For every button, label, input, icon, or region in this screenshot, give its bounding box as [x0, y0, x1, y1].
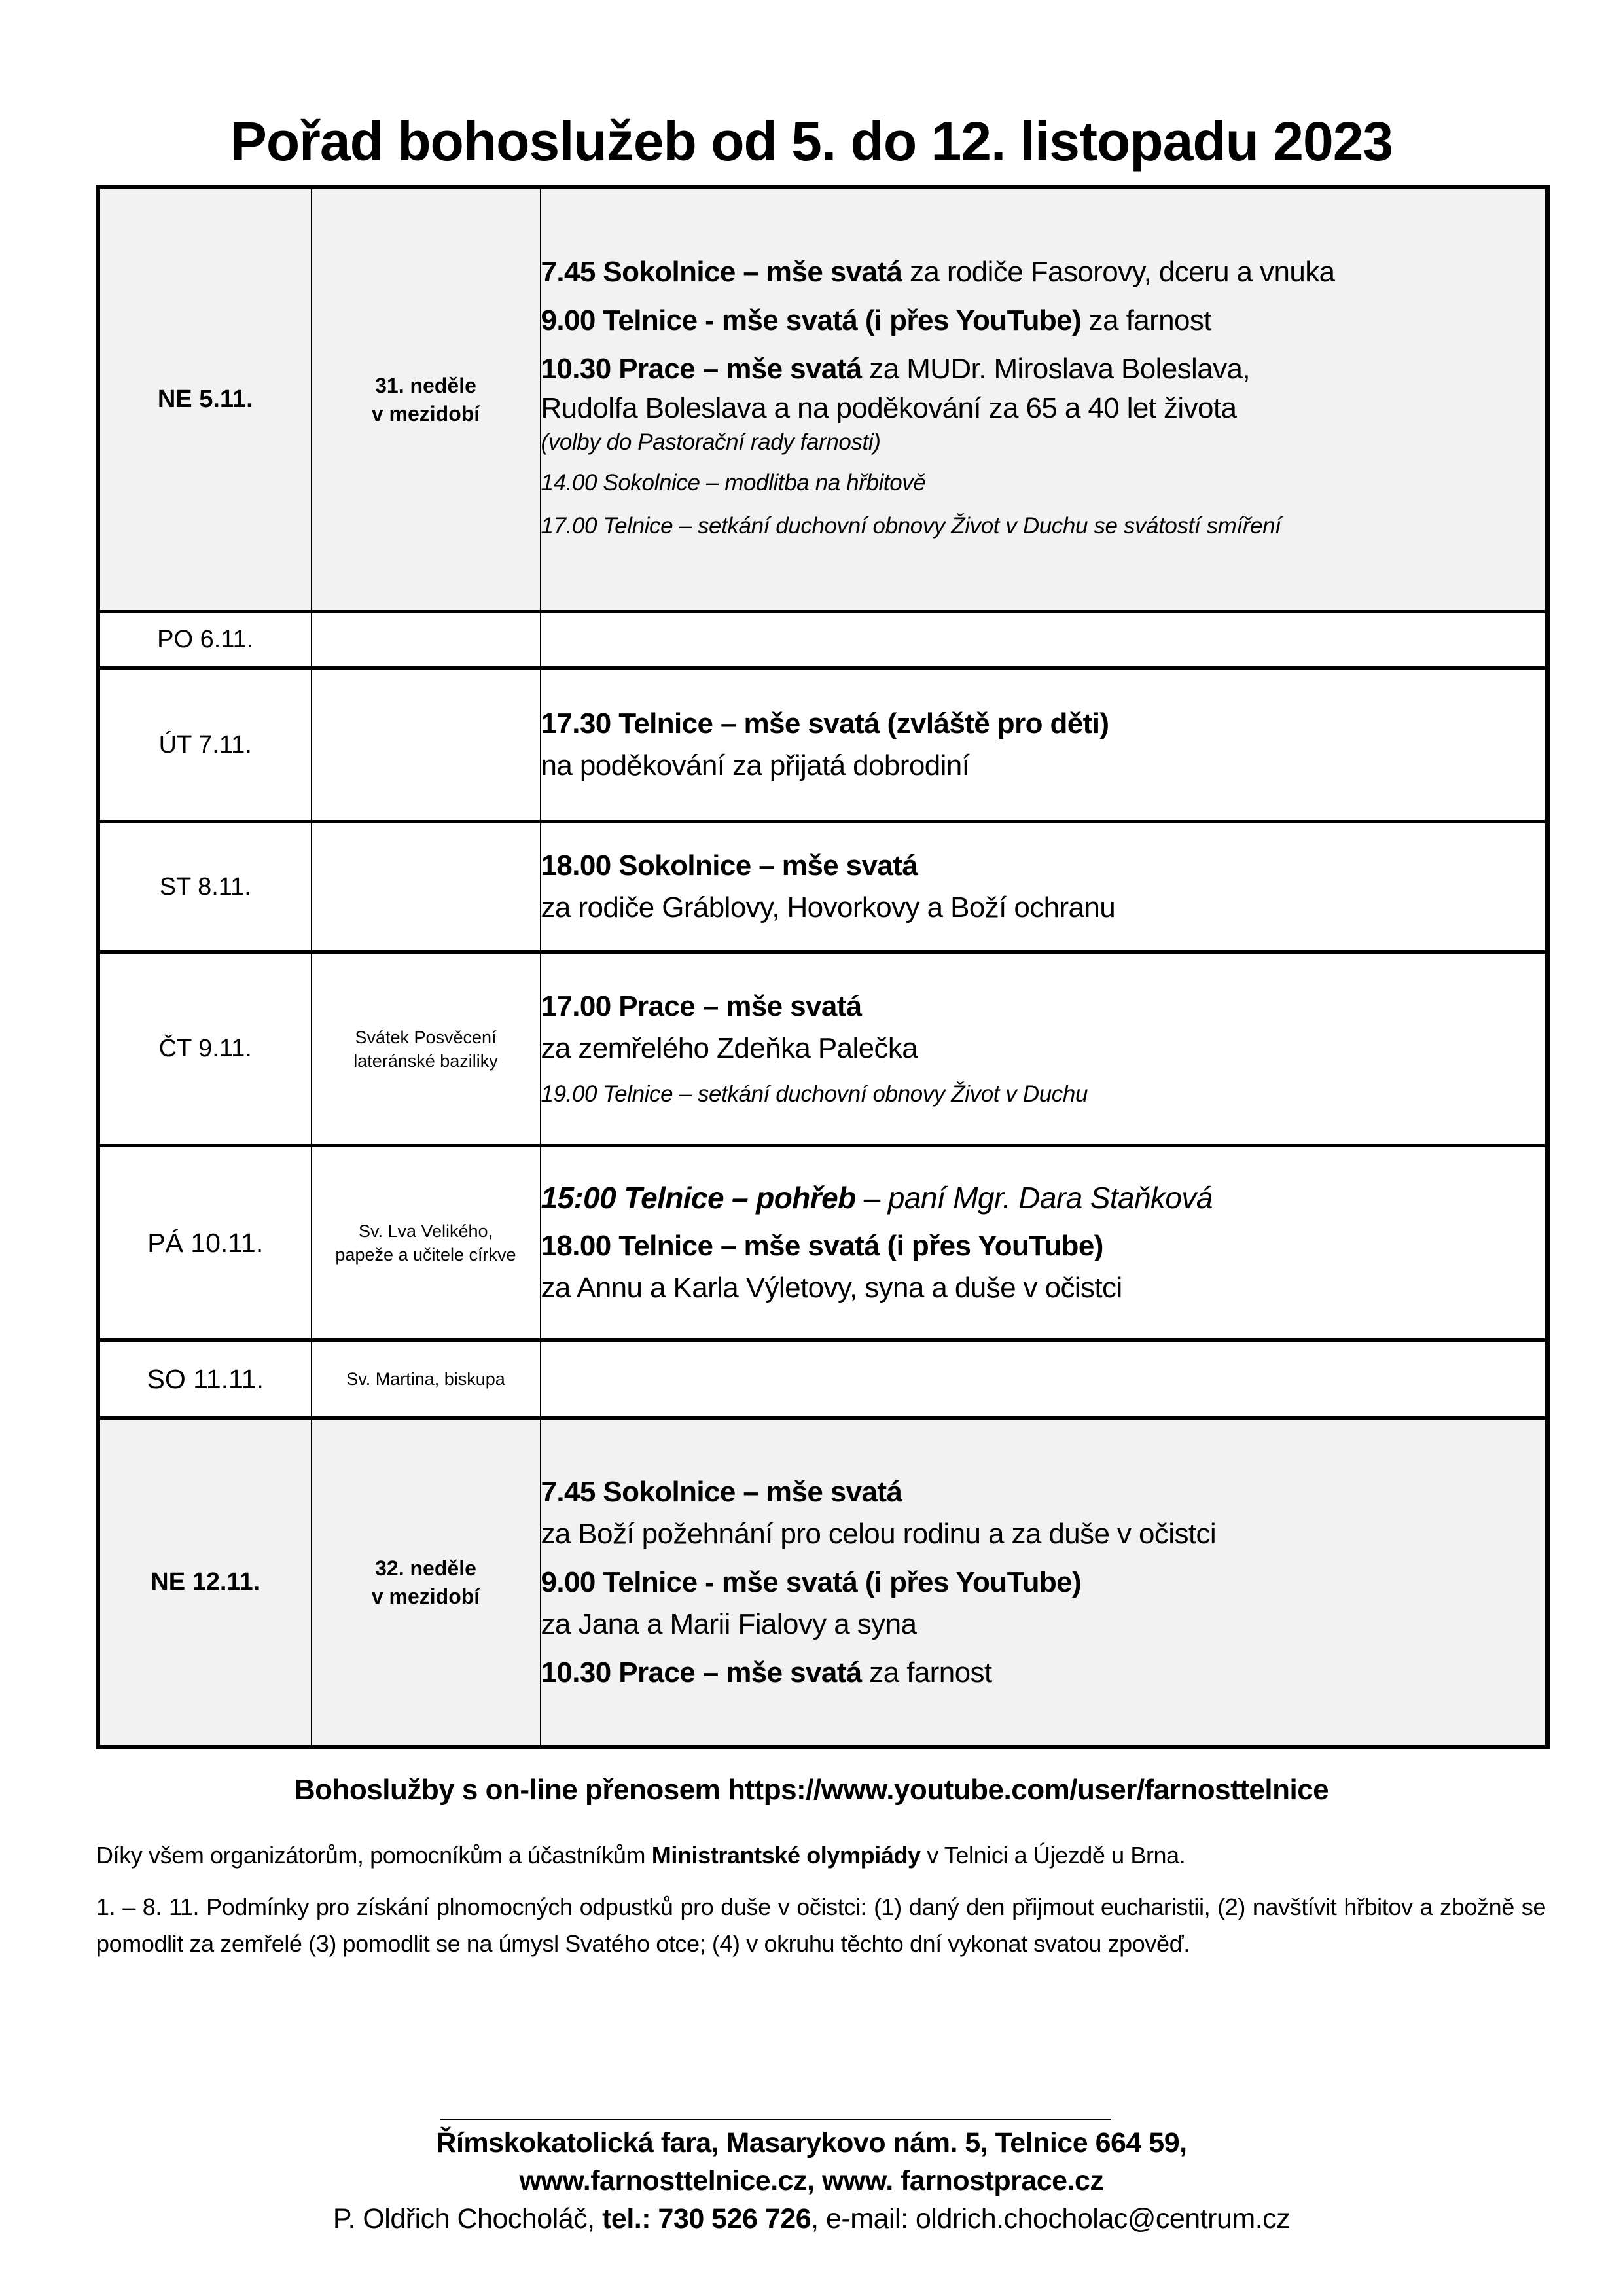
- indulgences-paragraph: 1. – 8. 11. Podmínky pro získání plnomocných odpustků pro duše v očistci: (1) daný den přijmout eucharistii, (2) navštívit hřbitov a zbožně se pomodlit za zemřelé (3) pomodlit se na úmysl Svatého otce; (4) v okruhu těchto dní vykonat svatou zpověď.: [96, 1893, 1546, 1957]
- services-cell: [541, 952, 1548, 1146]
- service-title: 18.00 Sokolnice – mše svatá: [541, 850, 918, 882]
- footer-address: Římskokatolická fara, Masarykovo nám. 5, Telnice 664 59,: [436, 2127, 1187, 2159]
- service-title: 10.30 Prace – mše svatá: [541, 352, 862, 385]
- funeral-title: 15:00 Telnice – pohřeb: [541, 1181, 856, 1215]
- service-intention-line: za rodiče Gráblovy, Hovorkovy a Boží ochranu: [541, 891, 1116, 924]
- event-note: 17.00 Telnice – setkání duchovní obnovy Život v Duchu se svátostí smíření: [541, 512, 1281, 539]
- service-entry: [541, 1225, 1546, 1267]
- feast-line: Sv. Martina, biskupa: [346, 1369, 505, 1389]
- service-title: 18.00 Telnice – mše svatá (i přes YouTube): [541, 1230, 1103, 1262]
- event-note: 14.00 Sokolnice – modlitba na hřbitově: [541, 469, 926, 495]
- service-note: (volby do Pastorační rady farnosti): [541, 429, 881, 455]
- service-intention-line: za Boží požehnání pro celou rodinu a za duše v očistci: [541, 1517, 1217, 1550]
- feast-line: papeže a učitele církve: [335, 1245, 516, 1265]
- footer-priest-line: [0, 2200, 1623, 2238]
- footer-contact: [0, 2124, 1623, 2238]
- service-intention: za farnost: [1081, 304, 1211, 336]
- day-cell: ST 8.11.: [98, 822, 312, 952]
- feast-cell: [312, 1418, 541, 1748]
- thanks-event: Ministrantské olympiády: [651, 1842, 921, 1869]
- footer-priest: P. Oldřich Chocholáč,: [332, 2203, 603, 2234]
- services-cell: [541, 1146, 1548, 1340]
- service-entry: [541, 845, 1546, 887]
- day-cell: ÚT 7.11.: [98, 668, 312, 822]
- thanks-place: v Telnici a Újezdě u Brna.: [920, 1842, 1186, 1869]
- table-row-friday-10-11: [98, 1146, 1548, 1340]
- service-title: 10.30 Prace – mše svatá: [541, 1656, 862, 1689]
- service-intention-line: Rudolfa Boleslava a na poděkování za 65 a 40 let života: [541, 391, 1237, 424]
- feast-line: Sv. Lva Velikého,: [358, 1221, 493, 1241]
- services-cell: [541, 1340, 1548, 1418]
- services-cell: [541, 187, 1548, 612]
- table-row-sunday-5-11: [98, 187, 1548, 612]
- footer-phone: tel.: 730 526 726: [602, 2203, 812, 2234]
- feast-line: 31. neděle: [375, 373, 476, 397]
- service-intention: za farnost: [861, 1656, 992, 1689]
- service-title: 9.00 Telnice - mše svatá (i přes YouTube): [541, 1566, 1082, 1598]
- day-cell: NE 12.11.: [98, 1418, 312, 1748]
- service-entry: [541, 703, 1546, 745]
- service-title: 7.45 Sokolnice – mše svatá: [541, 255, 902, 288]
- table-row-sunday-12-11: [98, 1418, 1548, 1748]
- feast-line: v mezidobí: [371, 401, 480, 425]
- service-intention-line: za Jana a Marii Fialovy a syna: [541, 1607, 917, 1640]
- service-title: 17.30 Telnice – mše svatá (zvláště pro děti): [541, 708, 1109, 740]
- footer-email: , e-mail: oldrich.chocholac@centrum.cz: [811, 2203, 1291, 2234]
- day-cell: ČT 9.11.: [98, 952, 312, 1146]
- feast-cell: [312, 1340, 541, 1418]
- table-row-saturday-11-11: [98, 1340, 1548, 1418]
- feast-cell: [312, 668, 541, 822]
- page-title: Pořad bohoslužeb od 5. do 12. listopadu 2023: [230, 111, 1393, 172]
- service-intention-line: na poděkování za přijatá dobrodiní: [541, 749, 970, 781]
- service-entry: [541, 986, 1546, 1028]
- footer-websites: www.farnosttelnice.cz, www. farnostprace.cz: [519, 2165, 1104, 2197]
- day-cell: NE 5.11.: [98, 187, 312, 612]
- service-title: 9.00 Telnice - mše svatá (i přes YouTube): [541, 304, 1082, 336]
- feast-line: v mezidobí: [371, 1584, 480, 1608]
- table-row-monday-6-11: [98, 612, 1548, 668]
- funeral-entry: [541, 1177, 1546, 1219]
- service-entry: [541, 1562, 1546, 1604]
- table-row-thursday-9-11: [98, 952, 1548, 1146]
- event-note: 19.00 Telnice – setkání duchovní obnovy Život v Duchu: [541, 1081, 1088, 1107]
- footer-divider: [440, 2119, 1111, 2120]
- feast-line: lateránské baziliky: [353, 1050, 498, 1071]
- feast-cell: [312, 822, 541, 952]
- feast-cell: [312, 612, 541, 668]
- services-cell: [541, 1418, 1548, 1748]
- online-broadcast-note: Bohoslužby s on-line přenosem https://www.youtube.com/user/farnosttelnice: [294, 1774, 1329, 1806]
- day-cell: SO 11.11.: [98, 1340, 312, 1418]
- service-intention: za MUDr. Miroslava Boleslava,: [861, 352, 1250, 385]
- service-intention-line: za Annu a Karla Výletovy, syna a duše v očistci: [541, 1272, 1122, 1304]
- service-intention: za rodiče Fasorovy, dceru a vnuka: [902, 255, 1335, 288]
- thanks-paragraph: [96, 1839, 1556, 1872]
- table-row-wednesday-8-11: [98, 822, 1548, 952]
- services-cell: [541, 612, 1548, 668]
- service-title: 17.00 Prace – mše svatá: [541, 990, 862, 1022]
- service-entry: [541, 348, 1546, 390]
- service-entry: [541, 300, 1546, 342]
- service-entry: [541, 1471, 1546, 1513]
- service-intention-line: za zemřelého Zdeňka Palečka: [541, 1031, 918, 1064]
- schedule-table: [96, 185, 1550, 1749]
- day-cell: PÁ 10.11.: [98, 1146, 312, 1340]
- thanks-text: Díky všem organizátorům, pomocníkům a účastníkům: [96, 1842, 652, 1869]
- services-cell: [541, 822, 1548, 952]
- feast-cell: [312, 1146, 541, 1340]
- services-cell: [541, 668, 1548, 822]
- feast-line: Svátek Posvěcení: [355, 1027, 497, 1047]
- feast-cell: [312, 952, 541, 1146]
- service-title: 7.45 Sokolnice – mše svatá: [541, 1475, 902, 1508]
- service-entry: [541, 1652, 1546, 1694]
- feast-cell: [312, 187, 541, 612]
- table-row-tuesday-7-11: [98, 668, 1548, 822]
- funeral-name: – paní Mgr. Dara Staňková: [855, 1181, 1213, 1215]
- day-cell: PO 6.11.: [98, 612, 312, 668]
- service-entry: [541, 251, 1546, 293]
- feast-line: 32. neděle: [375, 1556, 476, 1580]
